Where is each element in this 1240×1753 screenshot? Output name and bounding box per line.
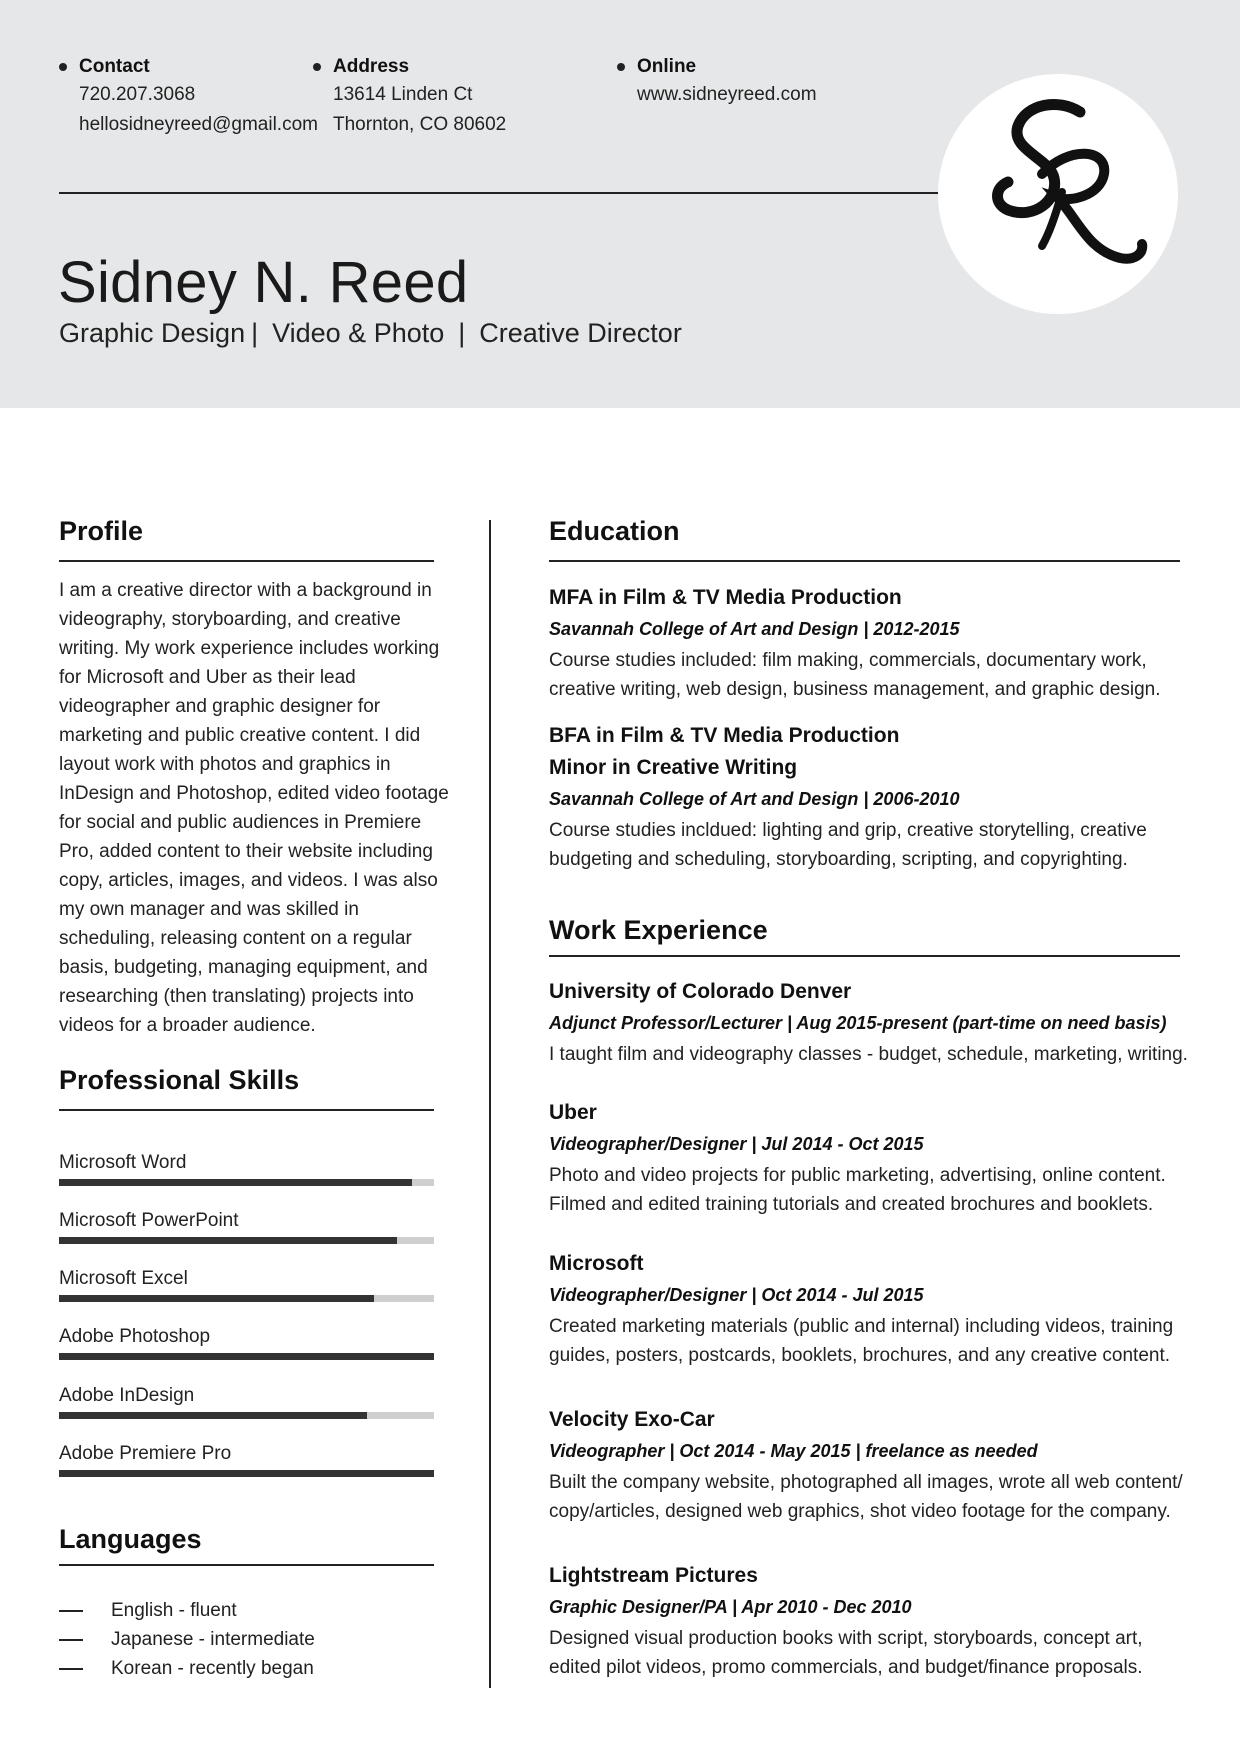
- skill-item: [59, 1267, 434, 1302]
- language-item: [59, 1598, 439, 1627]
- skill-item: [59, 1442, 434, 1477]
- tagline-separator: |: [458, 318, 466, 348]
- skill-bar-track: [59, 1412, 434, 1419]
- tagline-role: Graphic Design: [59, 318, 246, 348]
- degree-title: MFA in Film & TV Media Production: [549, 586, 902, 609]
- education-rule: [549, 560, 1180, 562]
- work-description: Photo and video projects for public marketing, advertising, online content. Filmed and edited training tutorials and created brochures and booklets.: [549, 1165, 1166, 1215]
- contact-label: Contact: [79, 56, 150, 77]
- monogram-logo: [938, 74, 1178, 314]
- email-address[interactable]: hellosidneyreed@gmail.com: [79, 114, 318, 135]
- company-name: Velocity Exo-Car: [549, 1408, 715, 1431]
- skill-name: Adobe InDesign: [59, 1385, 195, 1406]
- school-line: Savannah College of Art and Design | 2006-2010: [549, 789, 960, 809]
- language-text: Japanese - intermediate: [111, 1629, 315, 1650]
- skill-bar-track: [59, 1353, 434, 1360]
- degree-title: BFA in Film & TV Media Production: [549, 724, 900, 747]
- online-block: [617, 54, 817, 110]
- work-entry: [549, 1560, 1189, 1682]
- column-divider: [489, 520, 491, 1688]
- address-line-2: Thornton, CO 80602: [333, 114, 507, 135]
- dash-icon: [59, 1610, 83, 1612]
- language-item: [59, 1656, 439, 1685]
- tagline-role: Creative Director: [479, 318, 682, 348]
- language-text: English - fluent: [111, 1600, 237, 1621]
- work-entry: [549, 1404, 1189, 1526]
- skill-bar-fill: [59, 1295, 374, 1302]
- work-description: Created marketing materials (public and internal) including videos, training guides, posters, postcards, booklets, brochures, and any creative content.: [549, 1316, 1174, 1366]
- skill-name: Adobe Premiere Pro: [59, 1443, 232, 1464]
- education-entry: [549, 582, 1189, 704]
- work-description: Designed visual production books with script, storyboards, concept art, edited pilot videos, promo commercials, and budget/finance proposals.: [549, 1628, 1143, 1678]
- skill-bar-track: [59, 1179, 434, 1186]
- work-heading: Work Experience: [549, 915, 768, 945]
- role-line: Videographer | Oct 2014 - May 2015 | freelance as needed: [549, 1441, 1038, 1461]
- bullet-icon: [313, 63, 321, 71]
- company-name: Microsoft: [549, 1252, 644, 1275]
- header-band: [0, 0, 1240, 408]
- languages-rule: [59, 1564, 434, 1566]
- tagline: [59, 316, 682, 350]
- dash-icon: [59, 1639, 83, 1641]
- company-name: Uber: [549, 1101, 597, 1124]
- skill-bar-track: [59, 1237, 434, 1244]
- skill-bar-fill: [59, 1470, 434, 1477]
- skills-heading: Professional Skills: [59, 1065, 300, 1095]
- work-entry: [549, 1248, 1189, 1370]
- company-name: Lightstream Pictures: [549, 1564, 758, 1587]
- skill-bar-fill: [59, 1237, 397, 1244]
- languages-heading: Languages: [59, 1524, 202, 1554]
- skill-name: Microsoft Word: [59, 1152, 187, 1173]
- skills-rule: [59, 1109, 434, 1111]
- school-line: Savannah College of Art and Design | 2012-2015: [549, 619, 960, 639]
- skill-bar-track: [59, 1470, 434, 1477]
- address-label: Address: [333, 56, 410, 77]
- work-entry: [549, 976, 1189, 1069]
- skill-name: Microsoft PowerPoint: [59, 1210, 239, 1231]
- profile-text: I am a creative director with a background in videography, storyboarding, and creative writing. My work experience includes working for Microsoft and Uber as their lead videographer and graphic designer for marketing and public creative content. I did layout work with photos and graphics in InDesign and Photoshop, edited video footage for social and public audiences in Premiere Pro, added content to their website including copy, articles, images, and videos. I was also my own manager and was skilled in scheduling, releasing content on a regular basis, budgeting, managing equipment, and researching (then translating) projects into videos for a broader audience.: [59, 580, 449, 1036]
- candidate-name: Sidney N. Reed: [58, 250, 469, 315]
- skill-bar-fill: [59, 1412, 367, 1419]
- skill-name: Adobe Photoshop: [59, 1326, 211, 1347]
- work-description: I taught film and videography classes - budget, schedule, marketing, writing.: [549, 1044, 1188, 1065]
- skill-bar-fill: [59, 1353, 434, 1360]
- profile-heading: Profile: [59, 516, 144, 546]
- role-line: Adjunct Professor/Lecturer | Aug 2015-present (part-time on need basis): [549, 1013, 1167, 1033]
- work-rule: [549, 955, 1180, 957]
- skill-item: [59, 1209, 434, 1244]
- phone-number[interactable]: 720.207.3068: [79, 84, 196, 105]
- education-entry: [549, 720, 1189, 874]
- language-text: Korean - recently began: [111, 1658, 314, 1679]
- bullet-icon: [617, 63, 625, 71]
- skill-bar-fill: [59, 1179, 412, 1186]
- work-description: Built the company website, photographed all images, wrote all web content/ copy/articles, designed web graphics, shot video footage for the company.: [549, 1472, 1183, 1522]
- skill-item: [59, 1151, 434, 1186]
- tagline-role: Video & Photo: [272, 318, 445, 348]
- address-block: [313, 54, 506, 140]
- header-divider: [59, 192, 945, 194]
- skill-item: [59, 1325, 434, 1360]
- role-line: Videographer/Designer | Jul 2014 - Oct 2015: [549, 1134, 924, 1154]
- role-line: Graphic Designer/PA | Apr 2010 - Dec 2010: [549, 1597, 912, 1617]
- education-heading: Education: [549, 516, 680, 546]
- skill-bar-track: [59, 1295, 434, 1302]
- skill-item: [59, 1384, 434, 1419]
- work-entry: [549, 1097, 1189, 1219]
- tagline-separator: |: [251, 318, 259, 348]
- role-line: Videographer/Designer | Oct 2014 - Jul 2015: [549, 1285, 924, 1305]
- bullet-icon: [59, 63, 67, 71]
- dash-icon: [59, 1668, 83, 1670]
- language-item: [59, 1627, 439, 1656]
- online-label: Online: [637, 56, 697, 77]
- profile-rule: [59, 560, 434, 562]
- address-line-1: 13614 Linden Ct: [333, 84, 473, 105]
- skill-name: Microsoft Excel: [59, 1268, 188, 1289]
- education-description: Course studies incldued: lighting and grip, creative storytelling, creative budgeting and scheduling, storyboarding, scripting, and copyrighting.: [549, 820, 1147, 870]
- degree-minor: Minor in Creative Writing: [549, 756, 798, 779]
- monogram-sr-icon: [938, 74, 1178, 314]
- website-link[interactable]: www.sidneyreed.com: [637, 84, 817, 105]
- education-description: Course studies included: film making, commercials, documentary work, creative writing, web design, business management, and graphic design.: [549, 650, 1161, 700]
- contact-block: [59, 54, 318, 140]
- company-name: University of Colorado Denver: [549, 980, 852, 1003]
